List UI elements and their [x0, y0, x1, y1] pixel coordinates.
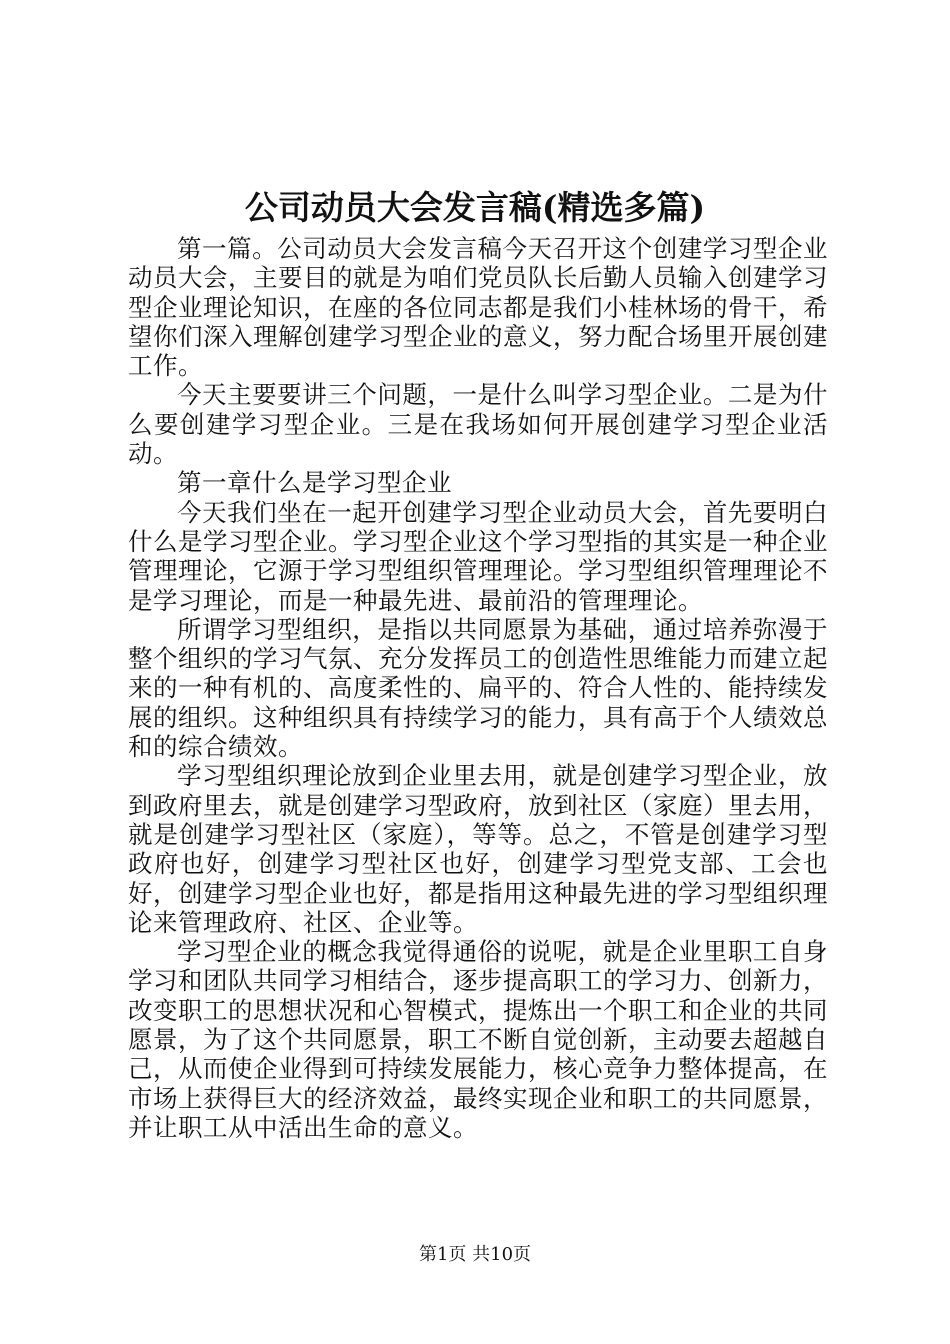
section-heading: 第一章什么是学习型企业 — [177, 468, 452, 498]
page-number-footer: 第1页 共10页 — [418, 1244, 532, 1265]
paragraph-4: 所谓学习型组织，是指以共同愿景为基础，通过培养弥漫于整个组织的学习气氛、充分发挥员工的创造性思维能力而建立起来的一种有机的、高度柔性的、扁平的、符合人性的、能持续发展的组织。这种组织具有持续学习的能力，具有高于个人绩效总和的综合绩效。 — [128, 614, 828, 762]
document-body — [128, 234, 828, 1142]
paragraph-3: 今天我们坐在一起开创建学习型企业动员大会，首先要明白什么是学习型企业。学习型企业这个学习型指的其实是一种企业管理理论，它源于学习型组织管理理论。学习型组织管理理论不是学习理论，而是一种最先进、最前沿的管理理论。 — [128, 497, 828, 615]
paragraph-6: 学习型企业的概念我觉得通俗的说呢，就是企业里职工自身学习和团队共同学习相结合，逐步提高职工的学习力、创新力，改变职工的思想状况和心智模式，提炼出一个职工和企业的共同愿景，为了这个共同愿景，职工不断自觉创新，主动要去超越自己，从而使企业得到可持续发展能力，核心竞争力整体提高，在市场上获得巨大的经济效益，最终实现企业和职工的共同愿景，并让职工从中活出生命的意义。 — [128, 937, 828, 1142]
paragraph-2: 今天主要要讲三个问题，一是什么叫学习型企业。二是为什么要创建学习型企业。三是在我场如何开展创建学习型企业活动。 — [128, 380, 828, 469]
document-title: 公司动员大会发言稿(精选多篇) — [244, 188, 706, 227]
paragraph-1: 第一篇。公司动员大会发言稿今天召开这个创建学习型企业动员大会，主要目的就是为咱们党员队长后勤人员输入创建学习型企业理论知识，在座的各位同志都是我们小桂林场的骨干，希望你们深入理解创建学习型企业的意义，努力配合场里开展创建工作。 — [128, 234, 828, 381]
paragraph-5: 学习型组织理论放到企业里去用，就是创建学习型企业，放到政府里去，就是创建学习型政府，放到社区（家庭）里去用，就是创建学习型社区（家庭），等等。总之，不管是创建学习型政府也好，创建学习型社区也好，创建学习型党支部、工会也好，创建学习型企业也好，都是指用这种最先进的学习型组织理论来管理政府、社区、企业等。 — [128, 761, 828, 937]
